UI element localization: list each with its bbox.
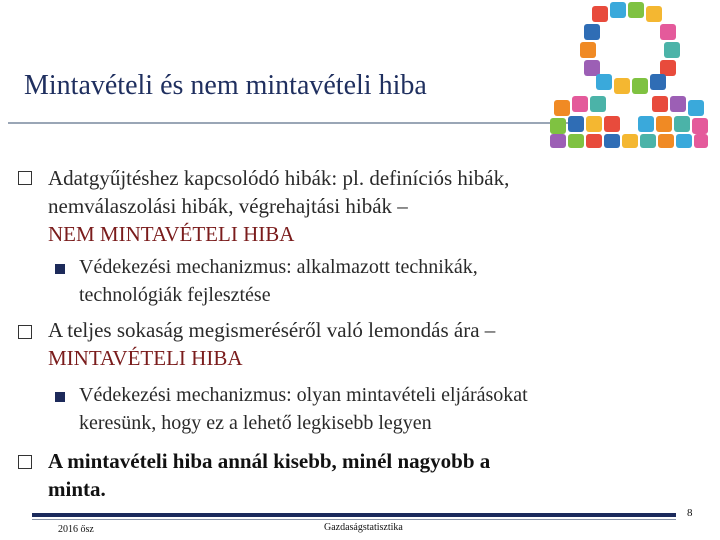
bullet-1-line-2: nemválaszolási hibák, végrehajtási hibák –: [48, 194, 408, 218]
bullet-2-emphasis: MINTAVÉTELI HIBA: [48, 346, 243, 370]
bullet-1-line-1: Adatgyűjtéshez kapcsolódó hibák: pl. definíciós hibák,: [48, 166, 510, 190]
bullet-marker: [18, 171, 32, 185]
bullet-1-sub-line-2: technológiák fejlesztése: [79, 284, 271, 306]
bullet-2-line-1: A teljes sokaság megismeréséről való lemondás ára –: [48, 318, 496, 342]
sub-bullet-marker: [55, 264, 65, 274]
bullet-2-sub-line-2: keresünk, hogy ez a lehető legkisebb legyen: [79, 412, 432, 434]
bullet-3-line-2: minta.: [48, 477, 106, 501]
sub-bullet-marker: [55, 392, 65, 402]
bullet-marker: [18, 455, 32, 469]
footer-course: Gazdaságstatisztika: [324, 522, 403, 533]
footer-semester: 2016 ősz: [58, 524, 94, 535]
bullet-3-line-1: A mintavételi hiba annál kisebb, minél nagyobb a: [48, 449, 491, 473]
bullet-1-sub-line-1: Védekezési mechanizmus: alkalmazott technikák,: [79, 256, 478, 278]
bullet-marker: [18, 325, 32, 339]
bullet-1-emphasis: NEM MINTAVÉTELI HIBA: [48, 222, 295, 246]
footer-rule: [32, 513, 676, 517]
page-number: 8: [687, 507, 693, 519]
footer-rule-thin: [32, 519, 676, 520]
bullet-2-sub-line-1: Védekezési mechanizmus: olyan mintavételi eljárásokat: [79, 384, 528, 406]
slide-title: Mintavételi és nem mintavételi hiba: [24, 70, 427, 101]
